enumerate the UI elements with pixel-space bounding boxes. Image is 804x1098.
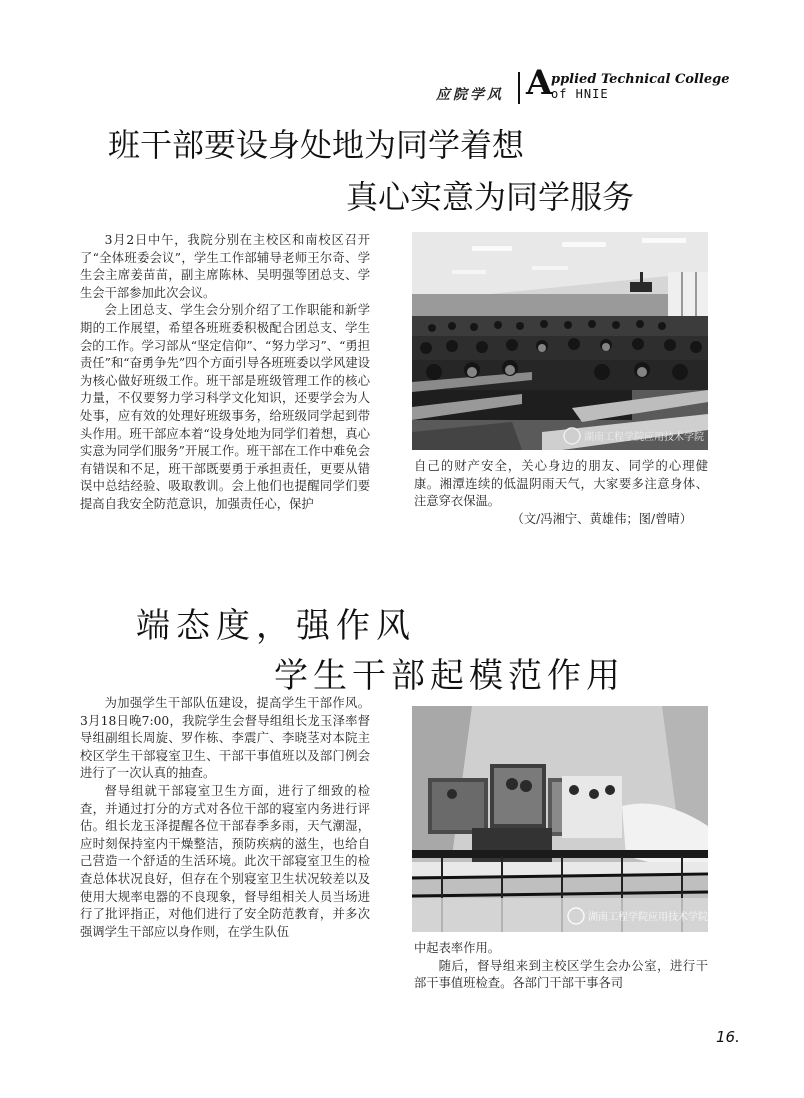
article2-column-right (414, 940, 708, 993)
article2-title-line1: 端态度，强作风 (136, 606, 416, 646)
logo-text-line1: pplied Technical College (551, 72, 730, 87)
article1-column-right (414, 458, 708, 528)
header-divider (518, 72, 520, 104)
article1-title-line1: 班干部要设身处地为同学着想 (108, 126, 525, 164)
article2-photo-watermark: 湖南工程学院应用技术学院 (588, 912, 708, 923)
article1-title-line2: 真心实意为同学服务 (346, 178, 635, 216)
section-title: 应院学风 (436, 87, 504, 103)
article1-paragraph: 自己的财产安全，关心身边的朋友、同学的心理健康。湘潭连续的低温阴雨天气，大家要多注意身体、注意穿衣保温。 (414, 459, 708, 509)
article1-credit: （文/冯湘宁、黄雄伟；图/曾晴） (511, 511, 692, 526)
article2-paragraph: 为加强学生干部队伍建设，提高学生干部作风。3月18日晚7:00，我院学生会督导组组长龙玉泽率督导组副组长周旋、罗作栋、李震广、李晓茎对本院主校区学生干部寝室卫生、干部干事值班以及部门例会进行了一次认真的抽查。 (80, 696, 370, 781)
article2-paragraph: 随后，督导组来到主校区学生会办公室，进行干部干事值班检查。各部门干部干事各司 (414, 958, 708, 991)
article1-column-left (80, 232, 370, 514)
article2-paragraph: 督导组就干部寝室卫生方面，进行了细致的检查，并通过打分的方式对各位干部的寝室内务进行评估。组长龙玉泽提醒各位干部春季多雨，天气潮湿，应时刻保持室内干燥整洁，预防疾病的滋生，也给自己营造一个舒适的生活环境。此次干部寝室卫生的检查总体状况良好，但存在个别寝室卫生状况较差以及使用大规率电器的不良现象，督导组相关人员当场进行了批评指正，对他们进行了安全防范教育，并多次强调学生干部应以身作则，在学生队伍 (80, 783, 370, 939)
article2-title-line2: 学生干部起模范作用 (274, 656, 625, 696)
article2-photo-dorm (412, 706, 708, 932)
article1-photo-classroom (412, 232, 708, 450)
article1-photo-watermark: 湖南工程学院应用技术学院 (584, 432, 704, 443)
article1-paragraph: 3月2日中午，我院分别在主校区和南校区召开了“全体班委会议”，学生工作部辅导老师王尔奇、学生会主席姜苗苗，副主席陈林、吴明强等团总支、学生会干部参加此次会议。 (80, 233, 370, 300)
article2-paragraph: 中起表率作用。 (414, 941, 501, 955)
article1-paragraph: 会上团总支、学生会分别介绍了工作职能和新学期的工作展望，希望各班班委积极配合团总支、学生会的工作。学习部从“坚定信仰”、“努力学习”、“勇担责任”和“奋勇争先”四个方面引导各班班委以学风建设为核心做好班级工作。班干部是班级管理工作的核心力量，不仅要努力学习科学文化知识，还要学会为人处事，应有效的处理好班级事务，给班级同学起到带头作用。班干部应本着“设身处地为同学们着想，真心实意为同学们服务”开展工作。班干部在工作中难免会有错误和不足，班干部既要勇于承担责任，更要从错误中总结经验、吸取教训。会上他们也提醒同学们要提高自我安全防范意识，加强责任心，保护 (80, 303, 370, 511)
logo-text-line2: of HNIE (551, 87, 609, 101)
logo-letter: A (526, 63, 553, 103)
page-number: 16. (716, 1028, 740, 1046)
article2-column-left (80, 695, 370, 941)
